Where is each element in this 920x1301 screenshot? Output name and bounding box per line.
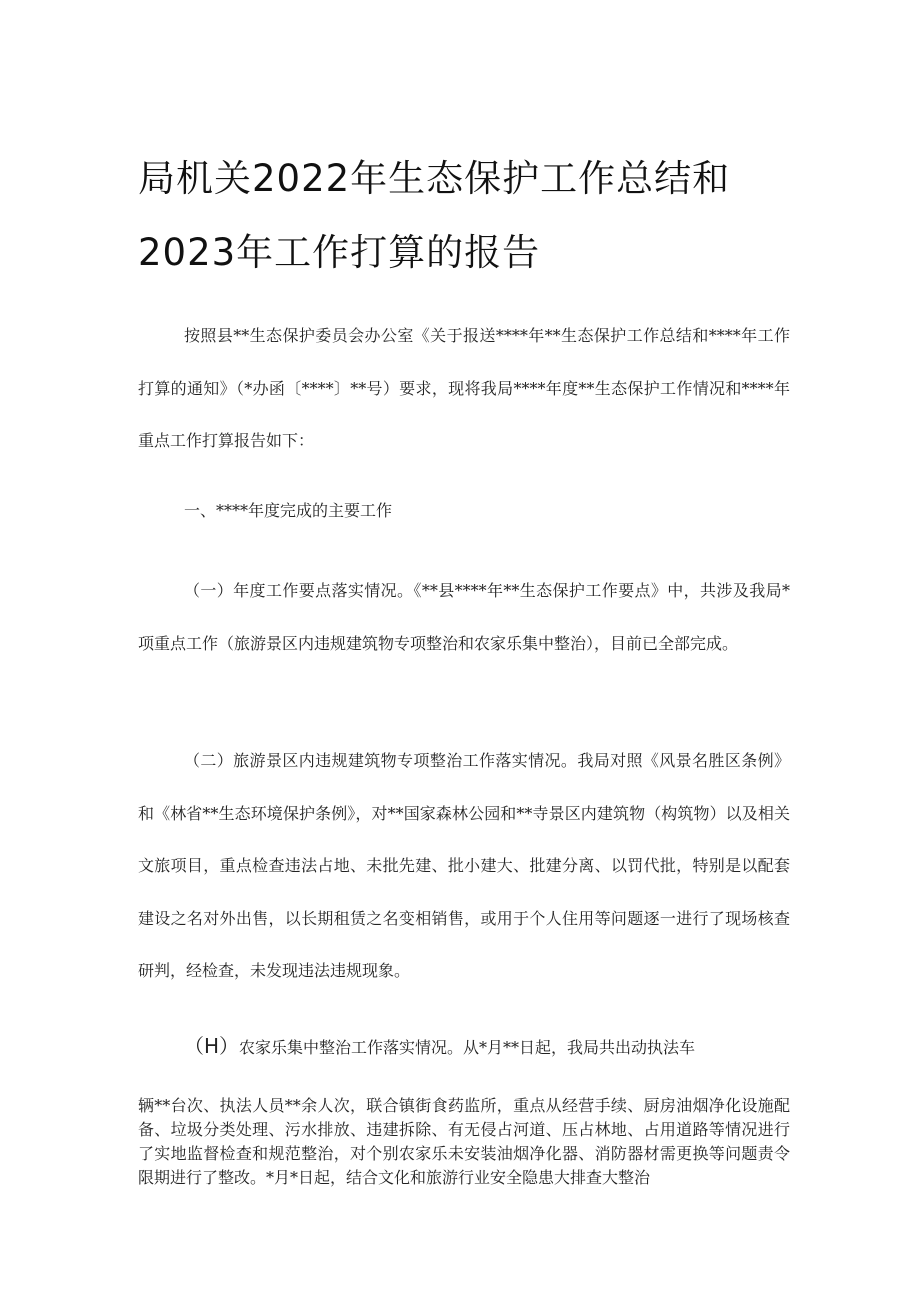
intro-paragraph: 按照县**生态保护委员会办公室《关于报送****年**生态保护工作总结和****年工作打算的通知》（*办函〔****〕**号）要求，现将我局****年度**生态保护工作情况和****年重点工作打算报告如下： (138, 326, 790, 450)
item-3-first-line (184, 1030, 695, 1059)
document-title-line-2: 2023年工作打算的报告 (138, 231, 541, 274)
document-title-line-1: 局机关2022年生态保护工作总结和 (138, 157, 731, 200)
item-3-paragraph: 辆**台次、执法人员**余人次，联合镇街食药监所，重点从经营手续、厨房油烟净化设施配备、垃圾分类处理、污水排放、违建拆除、有无侵占河道、压占林地、占用道路等情况进行了实地监督检查和规范整治，对个别农家乐未安装油烟净化器、消防器材需更换等问题责令限期进行了整改。*月*日起，结合文化和旅游行业安全隐患大排查大整治 (138, 1096, 790, 1187)
item-3-first-text: 农家乐集中整治工作落实情况。从*月**日起，我局共出动执法车 (239, 1038, 696, 1057)
item-1-paragraph: （一）年度工作要点落实情况。《**县****年**生态保护工作要点》中，共涉及我局*项重点工作（旅游景区内违规建筑物专项整治和农家乐集中整治），目前已全部完成。 (138, 581, 790, 653)
item-2-paragraph: （二）旅游景区内违规建筑物专项整治工作落实情况。我局对照《风景名胜区条例》和《林省**生态环境保护条例》，对**国家森林公园和**寺景区内建筑物（构筑物）以及相关文旅项目，重点检查违法占地、未批先建、批小建大、批建分离、以罚代批，特别是以配套建设之名对外出售，以长期租赁之名变相销售，或用于个人住用等问题逐一进行了现场核查研判，经检查，未发现违法违规现象。 (138, 751, 790, 980)
item-3-marker: （H） (184, 1034, 240, 1058)
section-heading: 一、****年度完成的主要工作 (184, 501, 393, 520)
